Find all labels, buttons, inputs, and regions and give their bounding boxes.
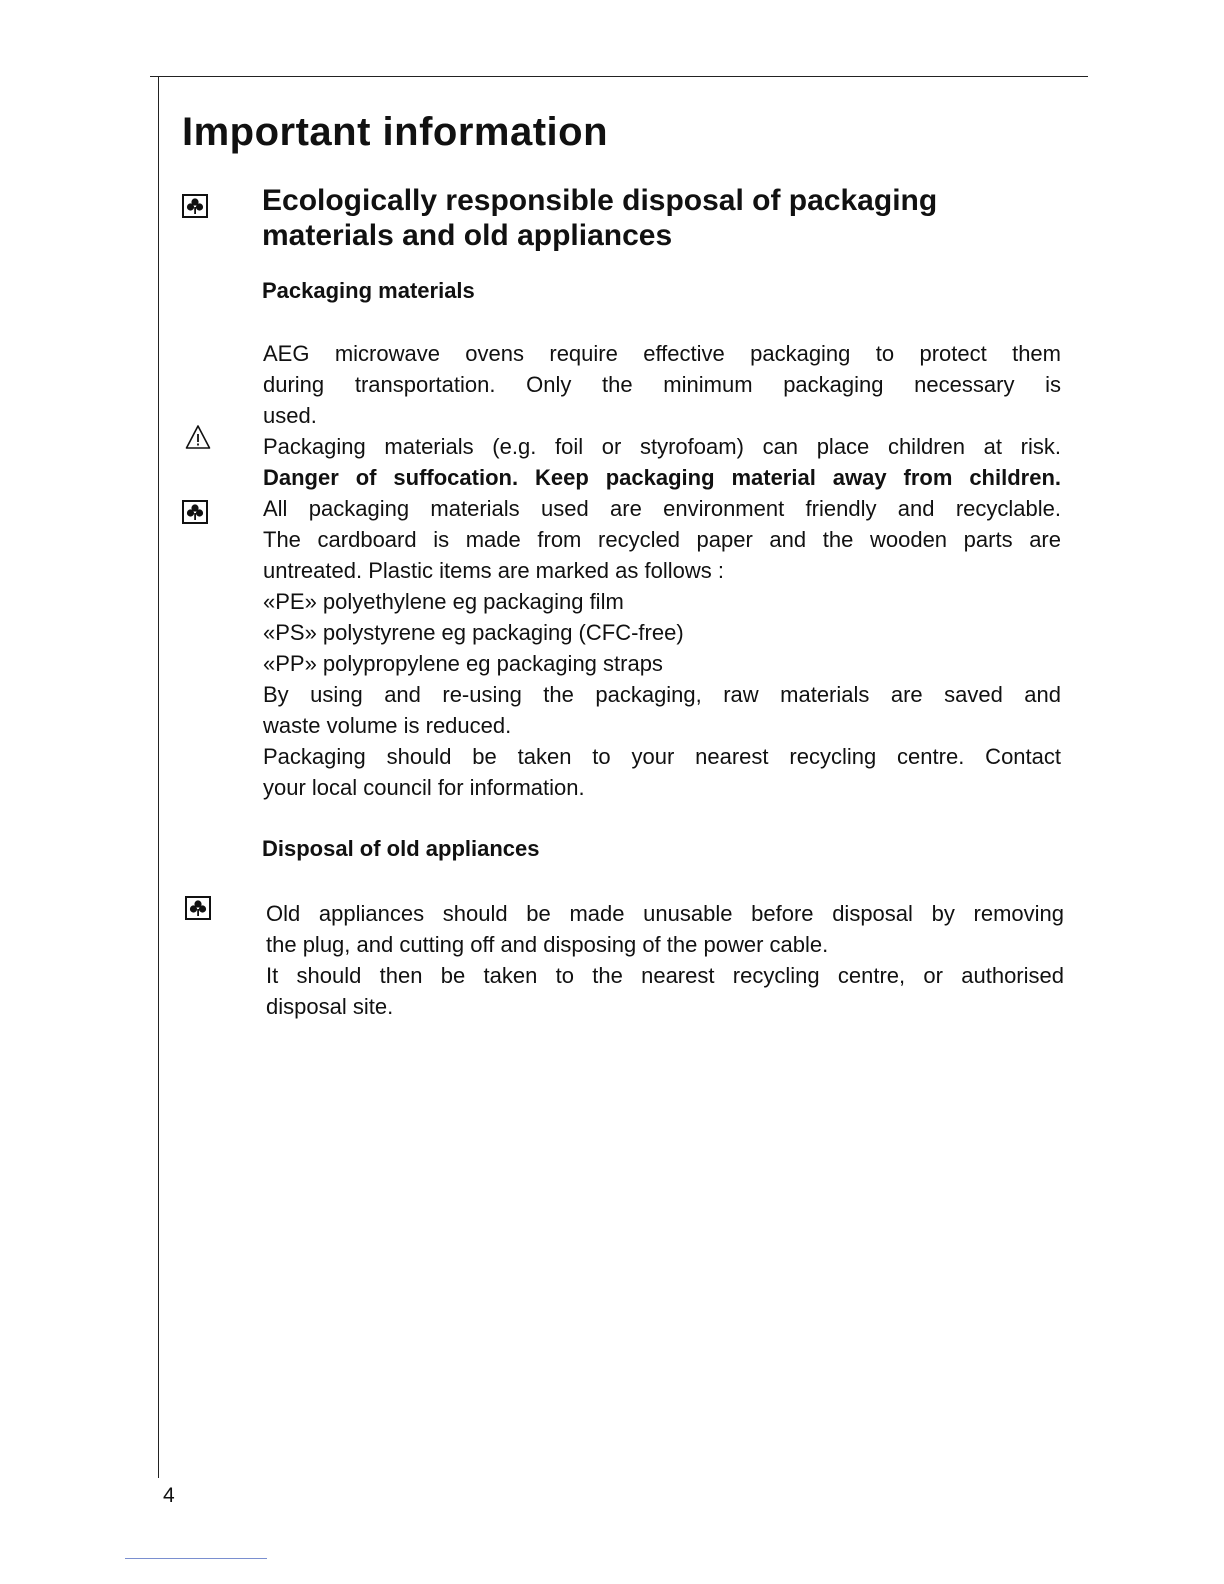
old-appliances-text bbox=[266, 898, 1064, 1022]
packaging-heading: Packaging materials bbox=[262, 278, 475, 303]
packaging-eco-info bbox=[263, 493, 1061, 803]
eco-line-2: The cardboard is made from recycled paper and the wooden parts are bbox=[263, 527, 1061, 552]
environment-clover-icon bbox=[182, 194, 208, 218]
packaging-intro-line-3: used. bbox=[263, 403, 317, 428]
packaging-intro-line-2: during transportation. Only the minimum packaging necessary is bbox=[263, 372, 1061, 397]
plastic-pp-line: «PP» polypropylene eg packaging straps bbox=[263, 651, 663, 676]
page-left-rule bbox=[158, 76, 159, 1478]
reuse-line-1: By using and re-using the packaging, raw materials are saved and bbox=[263, 682, 1061, 707]
old-appliances-line-1: Old appliances should be made unusable before disposal by removing bbox=[266, 901, 1064, 926]
old-appliances-line-3: It should then be taken to the nearest recycling centre, or authorised bbox=[266, 963, 1064, 988]
eco-line-1: All packaging materials used are environment friendly and recyclable. bbox=[263, 496, 1061, 521]
old-appliances-line-4: disposal site. bbox=[266, 994, 394, 1019]
warning-triangle-icon bbox=[185, 424, 211, 450]
page-top-rule bbox=[150, 76, 1088, 77]
recycle-line-1: Packaging should be taken to your nearest recycling centre. Contact bbox=[263, 744, 1061, 769]
reuse-line-2: waste volume is reduced. bbox=[263, 713, 512, 738]
packaging-intro-line-1: AEG microwave ovens require effective packaging to protect them bbox=[263, 341, 1061, 366]
section-heading-line-1: Ecologically responsible disposal of packaging bbox=[262, 184, 938, 217]
old-appliances-line-2: the plug, and cutting off and disposing of the power cable. bbox=[266, 932, 829, 957]
eco-line-3: untreated. Plastic items are marked as follows : bbox=[263, 558, 724, 583]
environment-clover-icon bbox=[185, 896, 211, 920]
recycle-line-2: your local council for information. bbox=[263, 775, 585, 800]
plastic-pe-line: «PE» polyethylene eg packaging film bbox=[263, 589, 624, 614]
warning-line-1: Packaging materials (e.g. foil or styrofoam) can place children at risk. bbox=[263, 434, 1061, 459]
environment-clover-icon bbox=[182, 500, 208, 524]
packaging-intro bbox=[263, 338, 1061, 431]
page-number: 4 bbox=[163, 1484, 175, 1507]
bottom-edge-line bbox=[125, 1558, 267, 1559]
old-appliances-heading: Disposal of old appliances bbox=[262, 836, 540, 861]
section-heading-line-2: materials and old appliances bbox=[262, 219, 673, 252]
section-heading bbox=[262, 183, 1042, 253]
warning-line-2: Danger of suffocation. Keep packaging material away from children. bbox=[263, 465, 1061, 490]
page-title: Important information bbox=[182, 110, 609, 154]
packaging-warning bbox=[263, 431, 1061, 493]
plastic-ps-line: «PS» polystyrene eg packaging (CFC-free) bbox=[263, 620, 684, 645]
